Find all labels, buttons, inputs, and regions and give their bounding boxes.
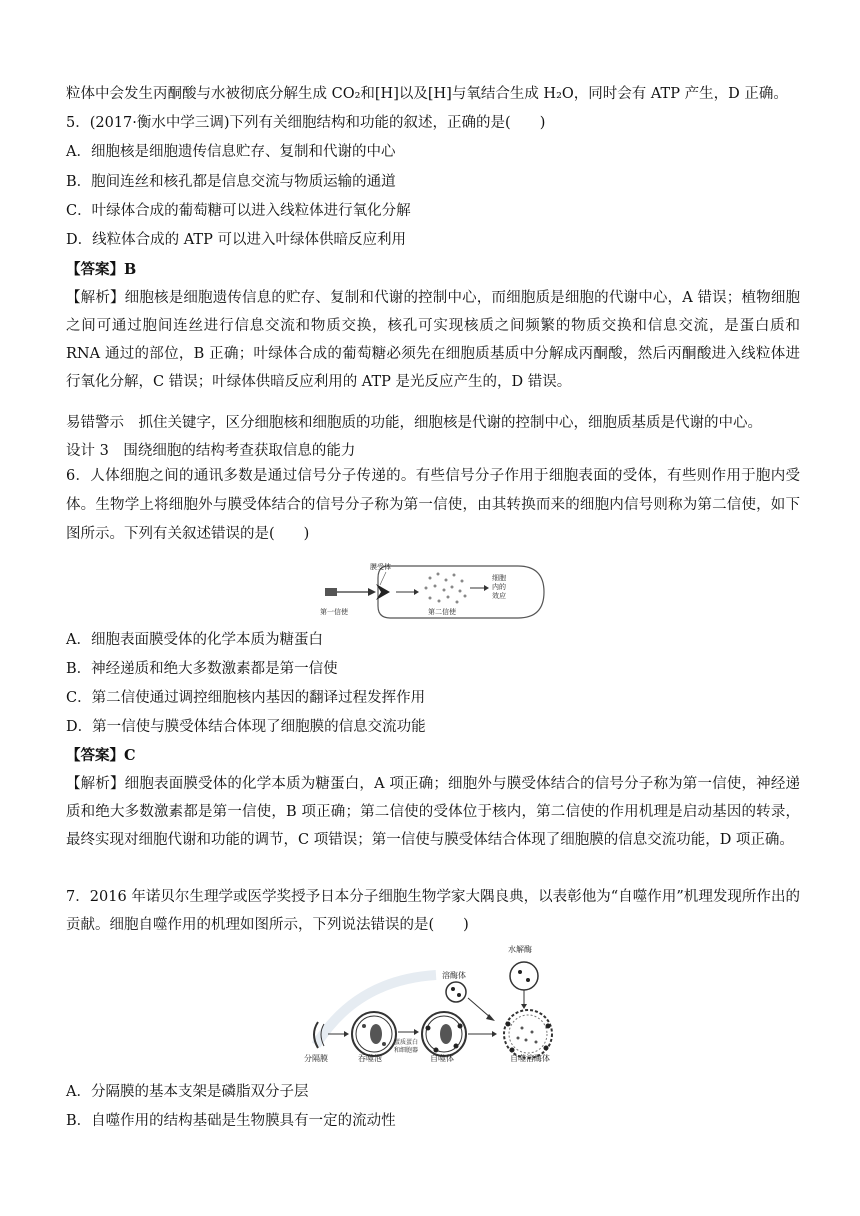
second-messenger-label: 第二信使 xyxy=(428,608,456,616)
hydrolase-label: 水解酶 xyxy=(508,945,532,954)
signal-transduction-figure xyxy=(318,558,546,620)
question-7-stem: 7．2016 年诺贝尔生理学或医学奖授予日本分子细胞生物学家大隅良典，以表彰他为“自噬作用”机理发现所作出的贡献。细胞自噬作用的机理如图所示，下列说法错误的是( ) xyxy=(66,889,800,933)
cargo-label-2: 和细胞器 xyxy=(394,1047,419,1054)
question-6-option-a: A．细胞表面膜受体的化学本质为糖蛋白 xyxy=(66,632,323,648)
question-7-option-a: A．分隔膜的基本支架是磷脂双分子层 xyxy=(66,1084,309,1100)
question-5-option-d: D．线粒体合成的 ATP 可以进入叶绿体供暗反应利用 xyxy=(66,232,406,248)
autophagosome-label: 自噬体 xyxy=(430,1054,454,1063)
first-messenger-molecule xyxy=(325,588,337,596)
effect-label-3: 效应 xyxy=(492,592,506,600)
question-7-option-b: B．自噬作用的结构基础是生物膜具有一定的流动性 xyxy=(66,1113,396,1129)
effect-label-1: 细胞 xyxy=(492,574,506,582)
question-5-option-b: B．胞间连丝和核孔都是信息交流与物质运输的通道 xyxy=(66,174,396,190)
question-5-explanation: 【解析】细胞核是细胞遗传信息的贮存、复制和代谢的控制中心，而细胞质是细胞的代谢中心，A 错误；植物细胞之间可通过胞间连丝进行信息交流和物质交换，核孔可实现核质之间频繁的物质交换和信息交流，是蛋白质和 RNA 通过的部位，B 正确；叶绿体合成的葡萄糖必须先在细胞质基质中分解成丙酮酸，然后丙酮酸进入线粒体进行氧化分解，C 错误；叶绿体供暗反应利用的 ATP 是光反应产生的，D 错误。 xyxy=(66,290,800,390)
first-messenger-label: 第一信使 xyxy=(320,608,348,616)
cargo-label-1: 蛋质蛋白 xyxy=(394,1039,419,1046)
question-5-option-c: C．叶绿体合成的葡萄糖可以进入线粒体进行氧化分解 xyxy=(66,203,411,219)
receptor-label: 膜受体 xyxy=(370,563,391,571)
question-5-answer: 【答案】B xyxy=(66,261,137,278)
isolation-membrane-label: 分隔膜 xyxy=(304,1054,328,1063)
question-6-option-d: D．第一信使与膜受体结合体现了细胞膜的信息交流功能 xyxy=(66,719,426,735)
question-5-stem: 5．(2017·衡水中学三调)下列有关细胞结构和功能的叙述，正确的是( ) xyxy=(66,115,546,131)
phagophore-label: 吞噬泡 xyxy=(358,1054,382,1063)
question-6-explanation: 【解析】细胞表面膜受体的化学本质为糖蛋白，A 项正确；细胞外与膜受体结合的信号分子称为第一信使，神经递质和绝大多数激素都是第一信使，B 项正确；第二信使的受体位于核内，第二信使的作用机理是启动基因的转录，最终实现对细胞代谢和功能的调节，C 项错误；第一信使与膜受体结合体现了细胞膜的信息交流功能，D 项正确。 xyxy=(66,776,800,848)
text-line: 粒体中会发生丙酮酸与水被彻底分解生成 CO₂和[H]以及[H]与氧结合生成 H₂O，同时会有 ATP 产生，D 正确。 xyxy=(66,86,788,102)
question-6-stem: 6．人体细胞之间的通讯多数是通过信号分子传递的。有些信号分子作用于细胞表面的受体，有些则作用于胞内受体。生物学上将细胞外与膜受体结合的信号分子称为第一信使，由其转换而来的细胞内信号则称为第二信使，如下图所示。下列有关叙述错误的是( ) xyxy=(66,468,800,542)
question-5-option-a: A．细胞核是细胞遗传信息贮存、复制和代谢的中心 xyxy=(66,144,396,160)
question-6-option-b: B．神经递质和绝大多数激素都是第一信使 xyxy=(66,661,338,677)
effect-label-2: 内的 xyxy=(492,583,506,591)
question-6-option-c: C．第二信使通过调控细胞核内基因的翻译过程发挥作用 xyxy=(66,690,426,706)
autolysosome-label: 自噬溶酶体 xyxy=(510,1054,550,1063)
question-6-answer: 【答案】C xyxy=(66,747,136,764)
lysosome-label: 溶酶体 xyxy=(442,971,466,980)
design-heading: 设计 3 围绕细胞的结构考查获取信息的能力 xyxy=(66,443,356,459)
error-warning: 易错警示 抓住关键字，区分细胞核和细胞质的功能，细胞核是代谢的控制中心，细胞质基质是代谢的中心。 xyxy=(66,415,762,431)
autophagy-figure xyxy=(296,940,588,1064)
